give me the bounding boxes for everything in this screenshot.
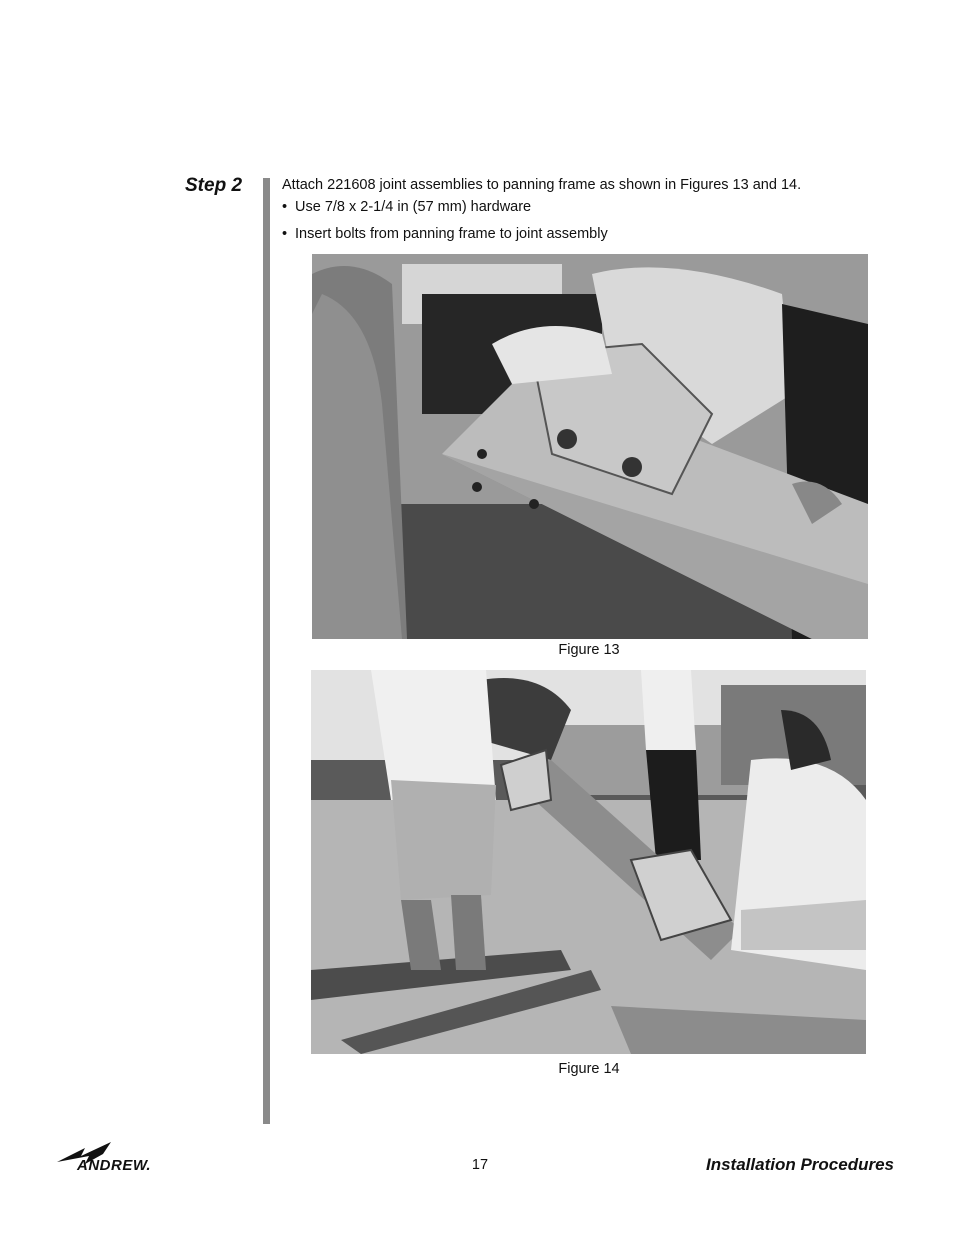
- bullet-item: [282, 226, 608, 242]
- figure-13-photo: [312, 254, 868, 639]
- figure-14-caption: Figure 14: [558, 1061, 620, 1077]
- step-label: Step 2: [185, 175, 243, 196]
- page-number: 17: [471, 1157, 489, 1173]
- bullet-text: Use 7/8 x 2-1/4 in (57 mm) hardware: [295, 199, 532, 215]
- bullet-text: Insert bolts from panning frame to joint assembly: [295, 226, 608, 242]
- instruction-intro: Attach 221608 joint assemblies to panning frame as shown in Figures 13 and 14.: [282, 177, 802, 193]
- bullet-icon: •: [282, 199, 288, 215]
- figure-14-photo: [311, 670, 866, 1054]
- bullet-item: [282, 199, 531, 215]
- section-title: Installation Procedures: [706, 1155, 894, 1174]
- logo-text: ANDREW.: [77, 1157, 152, 1174]
- bullet-icon: •: [282, 226, 288, 242]
- margin-rule: [263, 178, 270, 1124]
- figure-13-caption: Figure 13: [558, 642, 620, 658]
